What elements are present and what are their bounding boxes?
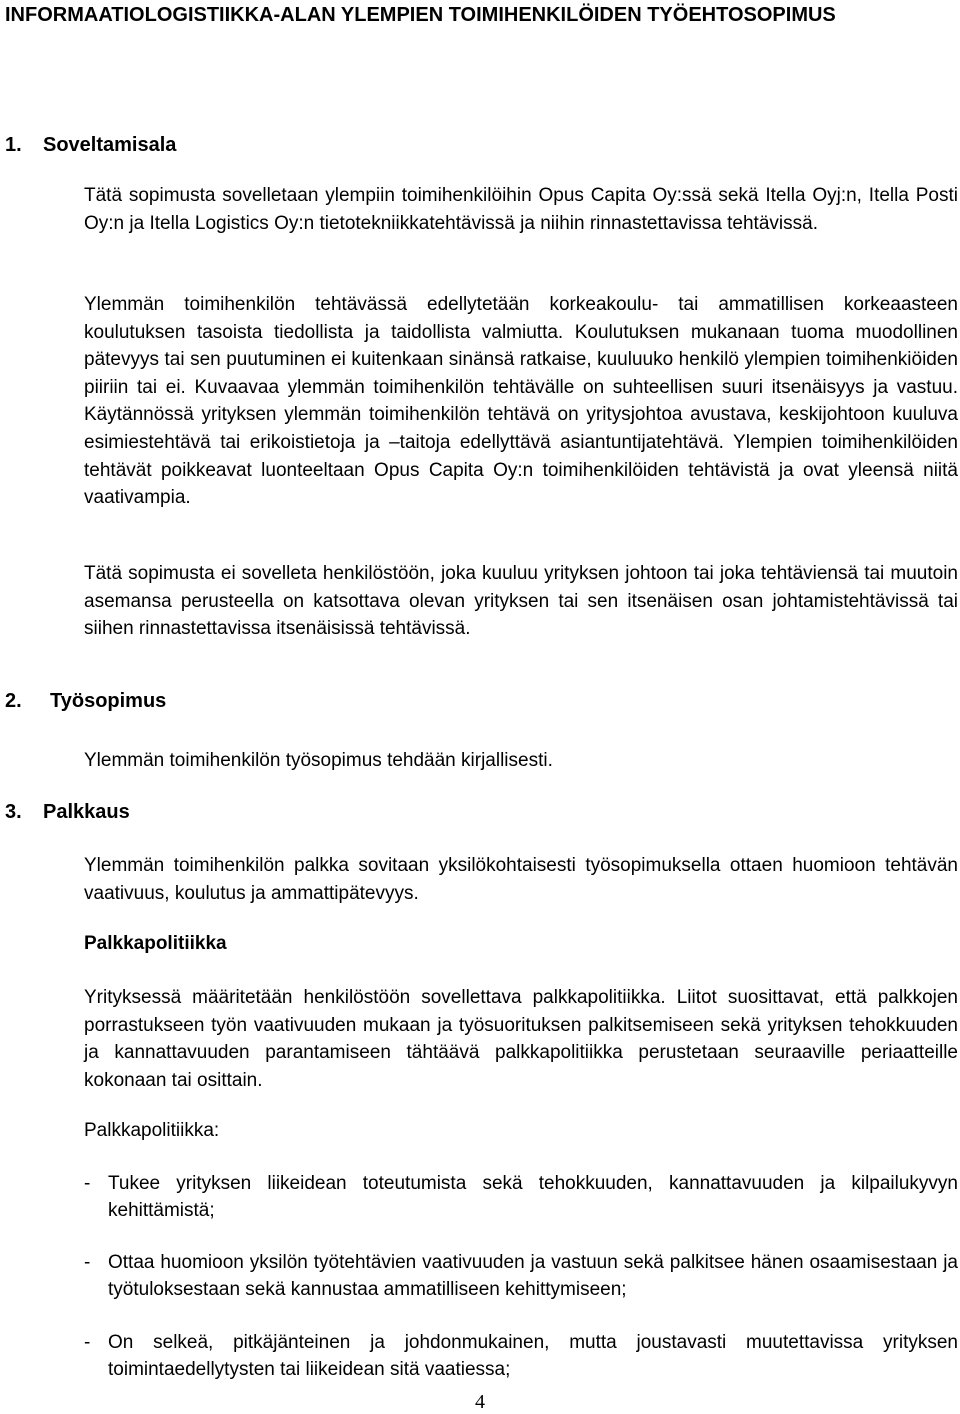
list-item — [84, 1329, 958, 1383]
list-item-text: Ottaa huomioon yksilön työtehtävien vaativuuden ja vastuun sekä palkitsee hänen osaamisestaan ja työtuloksestaan sekä kannustaa ammatilliseen kehittymiseen; — [108, 1252, 958, 1300]
section-1-paragraph-3 — [84, 560, 958, 643]
paragraph-text: Yrityksessä määritetään henkilöstöön sovellettava palkkapolitiikka. Liitot suosittavat, että palkkojen porrastukseen työn vaativuuden mukaan ja työsuorituksen palkitsemiseen sekä yrityksen tehokkuuden ja kannattavuuden parantamiseen tähtäävä palkkapolitiikka perustetaan seuraaville periaatteille kokonaan tai osittain. — [84, 987, 958, 1091]
list-item — [84, 1249, 958, 1303]
list-item-text: Tukee yrityksen liikeidean toteutumista sekä tehokkuuden, kannattavuuden ja kilpailukyvyn kehittämistä; — [108, 1173, 958, 1221]
section-1-paragraph-2 — [84, 291, 958, 512]
section-3-number: 3. — [5, 801, 22, 823]
bullet-marker: - — [84, 1332, 91, 1353]
section-1-number: 1. — [5, 134, 22, 156]
paragraph-text: Ylemmän toimihenkilön tehtävässä edellytetään korkeakoulu- tai ammatillisen korkeaasteen koulutuksen tasoista tiedollista ja taidollista valmiutta. Koulutuksen mukanaan tuoma muodollinen pätevyys tai sen puutuminen ei kuitenkaan sinänsä ratkaise, kuuluuko henkilö ylempien toimihenkiöiden piiriin tai ei. Kuvaavaa ylemmän toimihenkilön tehtävälle on suhteellisen suuri itsenäisyys ja vastuu. Käytännössä yrityksen ylemmän toimihenkilön tehtävä on yritysjohtoa avustava, keskijohtoon kuuluva esimiestehtävä tai erikoistietoja ja –taitoja edellyttävä asiantuntijatehtävä. Ylempien toimihenkilöiden tehtävät poikkeavat luonteeltaan Opus Capita Oy:n toimihenkilöiden tehtävistä ja ovat yleensä niitä vaativampia. — [84, 294, 958, 509]
section-3-paragraph-2 — [84, 984, 958, 1094]
paragraph-text: Tätä sopimusta sovelletaan ylempiin toimihenkilöihin Opus Capita Oy:ssä sekä Itella Oyj:n, Itella Posti Oy:n ja Itella Logistics Oy:n tietotekniikkatehtävissä ja niihin rinnastettavissa tehtävissä. — [84, 185, 958, 234]
list-item-text: On selkeä, pitkäjänteinen ja johdonmukainen, mutta joustavasti muutettavissa yrityksen toimintaedellytysten tai liikeidean sitä vaatiessa; — [108, 1332, 958, 1380]
section-3-paragraph-1 — [84, 852, 958, 907]
section-2-number: 2. — [5, 690, 22, 712]
section-3-title: Palkkaus — [43, 801, 130, 823]
subheading-palkkapolitiikka: Palkkapolitiikka — [84, 933, 227, 954]
section-2-title: Työsopimus — [50, 690, 167, 712]
bullet-marker: - — [84, 1173, 91, 1194]
section-1-title: Soveltamisala — [43, 134, 177, 156]
list-item — [84, 1170, 958, 1224]
document-title: INFORMAATIOLOGISTIIKKA-ALAN YLEMPIEN TOIMIHENKILÖIDEN TYÖEHTOSOPIMUS — [5, 4, 836, 26]
page-number: 4 — [475, 1391, 485, 1413]
section-2-paragraph-1 — [84, 747, 958, 775]
section-1-paragraph-1 — [84, 182, 958, 237]
section-2-heading — [5, 688, 166, 714]
list-intro: Palkkapolitiikka: — [84, 1120, 220, 1141]
paragraph-text: Tätä sopimusta ei sovelleta henkilöstöön, joka kuuluu yrityksen johtoon tai joka tehtäviensä tai muutoin asemansa perusteella on katsottava olevan yrityksen tai sen itsenäisen osan johtamistehtävissä tai siihen rinnastettavissa itsenäisissä tehtävissä. — [84, 563, 958, 640]
section-3-heading — [5, 799, 130, 825]
bullet-marker: - — [84, 1252, 91, 1273]
section-1-heading — [5, 132, 176, 158]
paragraph-text: Ylemmän toimihenkilön palkka sovitaan yksilökohtaisesti työsopimuksella ottaen huomioon tehtävän vaativuus, koulutus ja ammattipätevyys. — [84, 855, 958, 904]
paragraph-text: Ylemmän toimihenkilön työsopimus tehdään kirjallisesti. — [84, 750, 553, 771]
